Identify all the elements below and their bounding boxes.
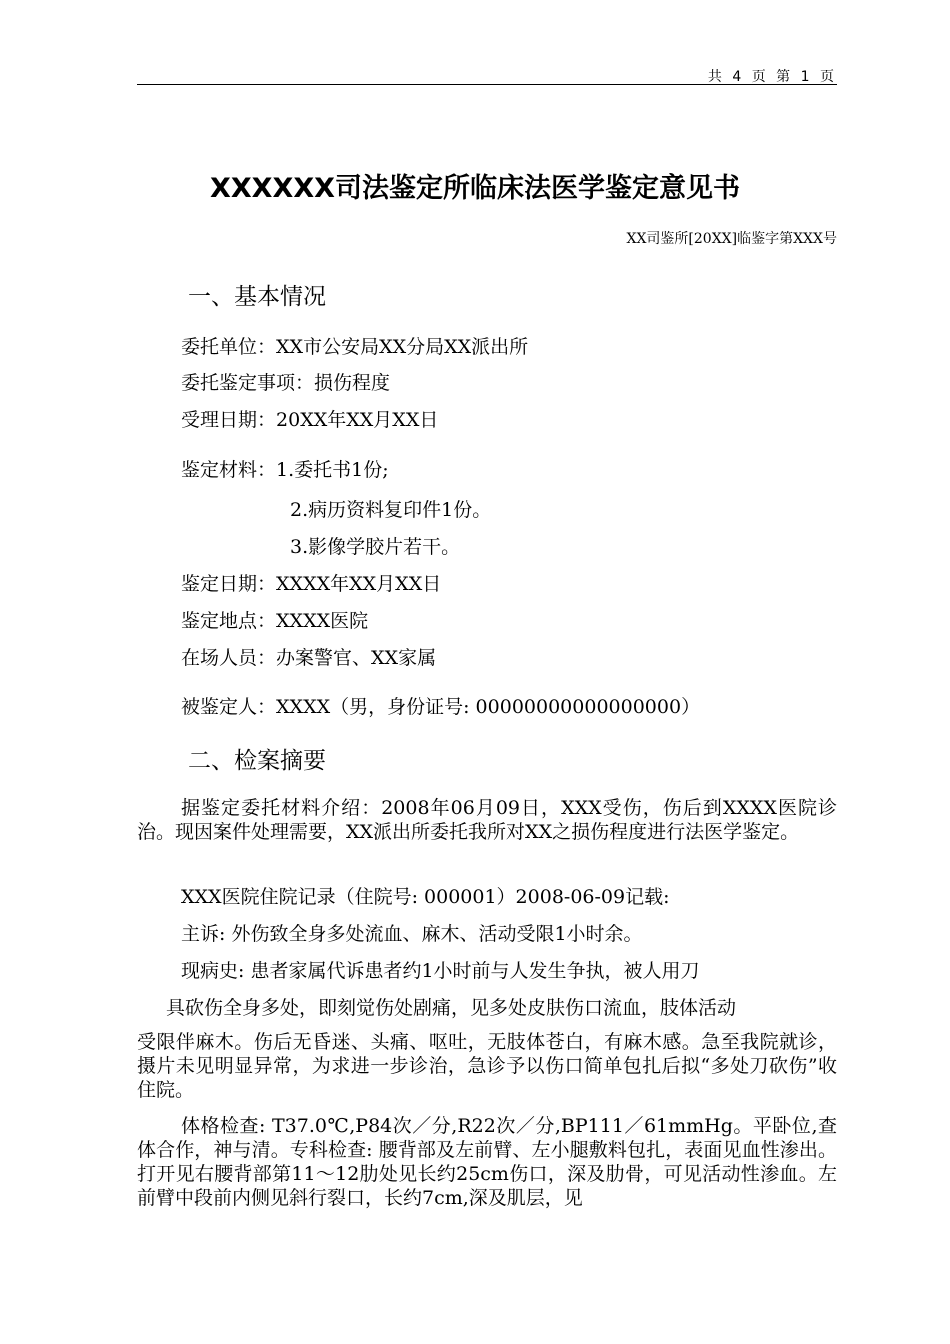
field-label: 被鉴定人：	[181, 696, 277, 718]
field-label: 在场人员：	[181, 647, 277, 669]
field-materials	[181, 455, 389, 482]
field-label: 委托单位：	[181, 336, 277, 358]
field-value: XX市公安局XX分局XX派出所	[276, 336, 529, 358]
field-value: 1.委托书1份;	[276, 459, 389, 481]
field-appraisal-place	[181, 606, 368, 633]
paragraph-history-line2: 具砍伤全身多处，即刻觉伤处剧痛，见多处皮肤伤口流血，肢体活动	[166, 997, 737, 1019]
header-rule	[137, 84, 837, 85]
field-label: 鉴定日期：	[181, 573, 277, 595]
section-heading-basic-info: 一、基本情况	[188, 284, 326, 310]
field-entrusting-unit	[181, 332, 528, 359]
field-value: XXXX（男，身份证号: 00000000000000000）	[276, 696, 701, 718]
paragraph-complaint: 主诉: 外伤致全身多处流血、麻木、活动受限1小时余。	[181, 923, 643, 945]
field-appraisal-matter	[181, 368, 390, 395]
field-label: 鉴定材料：	[181, 459, 277, 481]
field-value: 20XX年XX月XX日	[276, 409, 439, 431]
field-label: 委托鉴定事项：	[181, 372, 315, 394]
field-appraisal-date	[181, 569, 441, 596]
material-item-2: 2.病历资料复印件1份。	[290, 499, 492, 521]
paragraph-history-line1: 现病史: 患者家属代诉患者约1小时前与人发生争执，被人用刀	[181, 960, 700, 982]
field-present-persons	[181, 643, 436, 670]
document-number: XX司鉴所[20XX]临鉴字第XXX号	[626, 231, 837, 247]
field-value: 办案警官、XX家属	[276, 647, 437, 669]
document-title: XXXXXX司法鉴定所临床法医学鉴定意见书	[210, 173, 740, 204]
paragraph-exam: 体格检查: T37.0℃,P84次／分,R22次／分,BP111／61mmHg。平卧位,查体合作，神与清。专科检查: 腰背部及左前臂、左小腿敷料包扎，表面见血性渗出。打开见右腰背部第11～12肋处见长约25cm伤口，深及肋骨，可见活动性渗血。左前臂中段前内侧见斜行裂口，长约7cm,深及肌层，见	[137, 1115, 837, 1209]
field-value: XXXX医院	[276, 610, 369, 632]
field-value: 损伤程度	[314, 372, 391, 394]
field-label: 受理日期：	[181, 409, 277, 431]
section-heading-case-summary: 二、检案摘要	[188, 748, 326, 774]
field-label: 鉴定地点：	[181, 610, 277, 632]
field-subject	[181, 692, 700, 719]
page-number: 共 4 页 第 1 页	[707, 69, 837, 85]
paragraph-record: XXX医院住院记录（住院号: 000001）2008-06-09记载:	[181, 886, 670, 908]
material-item-3: 3.影像学胶片若干。	[290, 536, 461, 558]
field-value: XXXX年XX月XX日	[276, 573, 442, 595]
paragraph-history-rest: 受限伴麻木。伤后无昏迷、头痛、呕吐，无肢体苍白，有麻木感。急至我院就诊，摄片未见明显异常，为求进一步诊治，急诊予以伤口简单包扎后拟“多处刀砍伤”收住院。	[137, 1031, 837, 1101]
field-accept-date	[181, 405, 438, 432]
paragraph-intro: 据鉴定委托材料介绍：2008年06月09日，XXX受伤，伤后到XXXX医院诊治。现因案件处理需要，XX派出所委托我所对XX之损伤程度进行法医学鉴定。	[137, 797, 837, 843]
